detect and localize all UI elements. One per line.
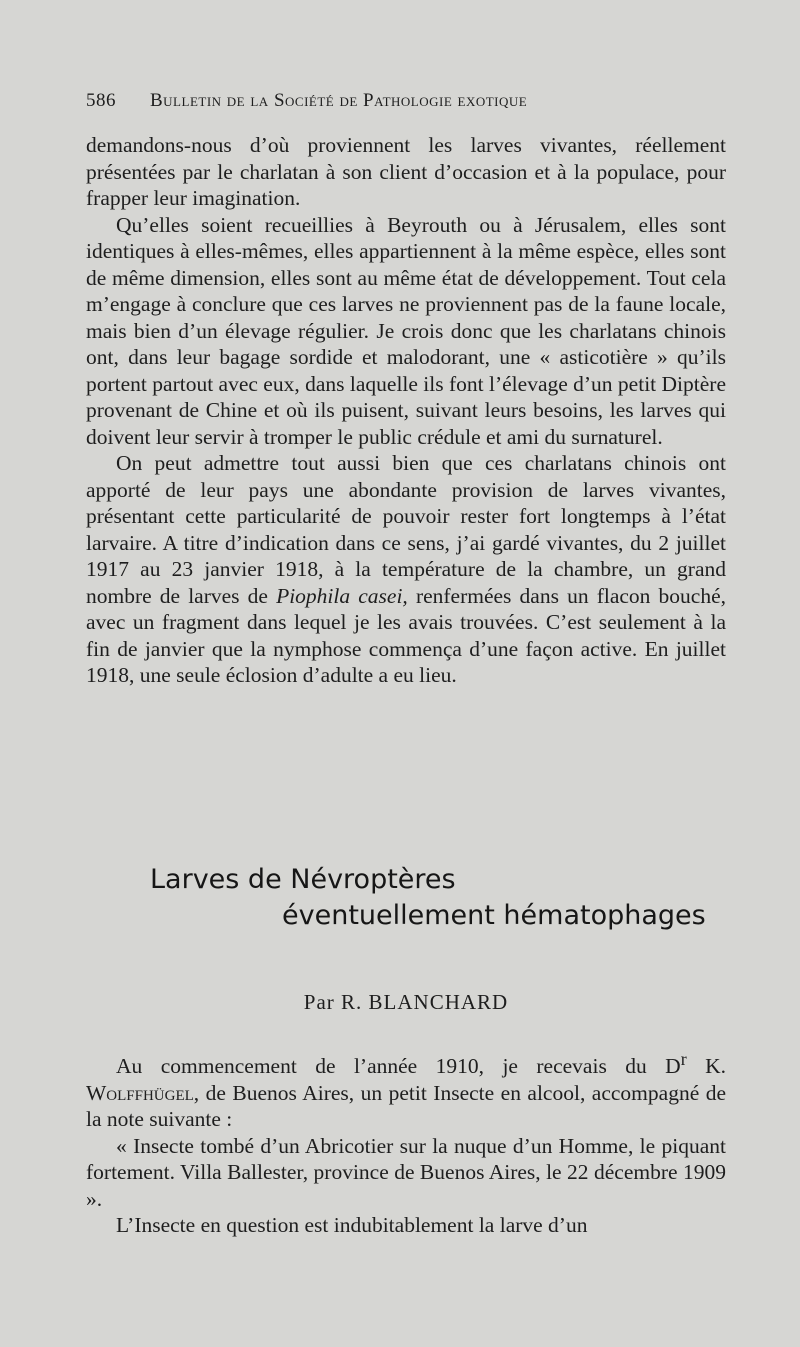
page-number: 586 bbox=[86, 90, 116, 111]
article-title-line: éventuellement hématophages bbox=[282, 900, 706, 931]
paragraph bbox=[86, 450, 726, 689]
paragraph-text: Au commencement de l’année 1910, je recevais du D bbox=[116, 1054, 681, 1079]
running-title: Bulletin de la Société de Pathologie exotique bbox=[150, 90, 528, 111]
title-superscript: r bbox=[680, 1049, 687, 1069]
paragraph: L’Insecte en question est indubitablement la larve d’un bbox=[116, 1213, 588, 1238]
paragraph: demandons-nous d’où proviennent les larves vivantes, réellement présentées par le charlatan à son client d’occasion et à la populace, pour frapper leur imagination. bbox=[86, 133, 726, 210]
species-name: Piophila casei, bbox=[276, 583, 408, 608]
paragraph bbox=[86, 1046, 726, 1133]
article-title bbox=[150, 862, 710, 934]
paragraph-text: On peut admettre tout aussi bien que ces charlatans chinois ont apporté de leur pays une abondante provision de larves vivantes, présentant cette particularité de pouvoir rester fort longtemps à l’état larvaire. A titre d’indication dans ce sens, j’ai gardé vivantes, du 2 juillet 1917 au 23 janvier 1918, à la température de la chambre, un grand nombre de larves de bbox=[86, 451, 726, 608]
person-name: K. Wolffhügel, bbox=[86, 1054, 727, 1105]
article-byline: Par R. BLANCHARD bbox=[303, 990, 509, 1014]
page-header bbox=[86, 90, 726, 112]
continued-article-text bbox=[86, 132, 726, 689]
paragraph: « Insecte tombé d’un Abricotier sur la nuque d’un Homme, le piquant fortement. Villa Ballester, province de Buenos Aires, le 22 décembre 1909 ». bbox=[86, 1133, 726, 1211]
paragraph: Qu’elles soient recueillies à Beyrouth ou à Jérusalem, elles sont identiques à elles-mêmes, elles appartiennent à la même espèce, elles sont de même dimension, elles sont au même état de développement. Tout cela m’engage à conclure que ces larves ne proviennent pas de la faune locale, mais bien d’un élevage régulier. Je crois donc que les charlatans chinois ont, dans leur bagage sordide et malodorant, une « asticotière » qu’ils portent partout avec eux, dans laquelle ils font l’élevage d’un petit Diptère provenant de Chine et où ils puisent, suivant leurs besoins, les larves qui doivent leur servir à tromper le public crédule et ami du surnaturel. bbox=[86, 212, 726, 449]
article-title-line: Larves de Névroptères bbox=[150, 864, 456, 895]
paragraph-text: renfermées dans un flacon bouché, avec un fragment dans lequel je les avais trouvées. C’est seulement à la fin de janvier que la nymphose commença d’une façon active. En juillet 1918, une seule éclosion d’adulte a eu lieu. bbox=[86, 583, 726, 687]
article-text bbox=[86, 1046, 726, 1239]
paragraph-text: de Buenos Aires, un petit Insecte en alcool, accompagné de la note suivante : bbox=[86, 1080, 727, 1132]
